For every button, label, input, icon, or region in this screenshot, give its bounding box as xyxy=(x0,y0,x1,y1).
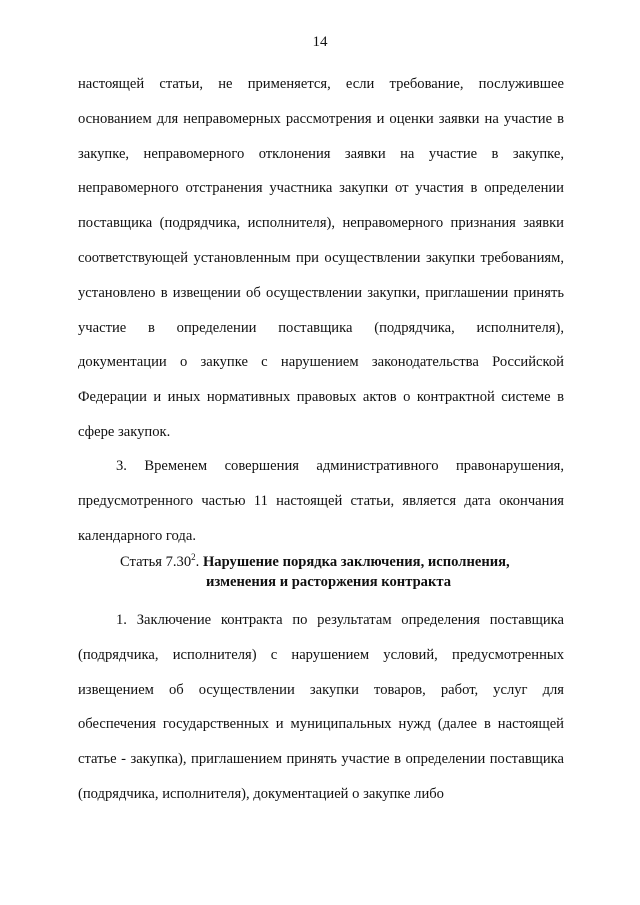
paragraph-part-1: 1. Заключение контракта по результатам определения поставщика (подрядчика, исполнителя) с нарушением условий, предусмотренных извещением об осуществлении закупки товаров, работ, услуг для обеспечения государственных и муниципальных нужд (далее в настоящей статье - закупка), приглашением принять участие в определении поставщика (подрядчика, исполнителя), документацией о закупке либо xyxy=(78,612,564,802)
article-heading xyxy=(120,552,600,592)
article-number: Статья 7.30$^2$. xyxy=(120,552,200,570)
paragraph-continuation: настоящей статьи, не применяется, если требование, послужившее основанием для неправомерных рассмотрения и оценки заявки на участие в закупке, неправомерного отклонения заявки на участие в закупке, неправомерного отстранения участника закупки от участия в определении поставщика (подрядчика, исполнителя), неправомерного признания заявки соответствующей установленным при осуществлении закупки требованиям, установлено в извещении об осуществлении закупки, приглашении принять участие в определении поставщика (подрядчика, исполнителя), документации о закупке с нарушением законодательства Российской Федерации и иных нормативных правовых актов о контрактной системе в сфере закупок. xyxy=(78,76,564,440)
article-number-superscript: 2 xyxy=(191,552,196,563)
page-number: 14 xyxy=(312,34,328,50)
article-title-line-2: изменения и расторжения контракта xyxy=(206,574,452,590)
article-title-line-1: Нарушение порядка заключения, исполнения, xyxy=(202,554,510,570)
paragraph-part-3: 3. Временем совершения административного правонарушения, предусмотренного частью 11 настоящей статьи, является дата окончания календарного года. xyxy=(78,458,564,544)
